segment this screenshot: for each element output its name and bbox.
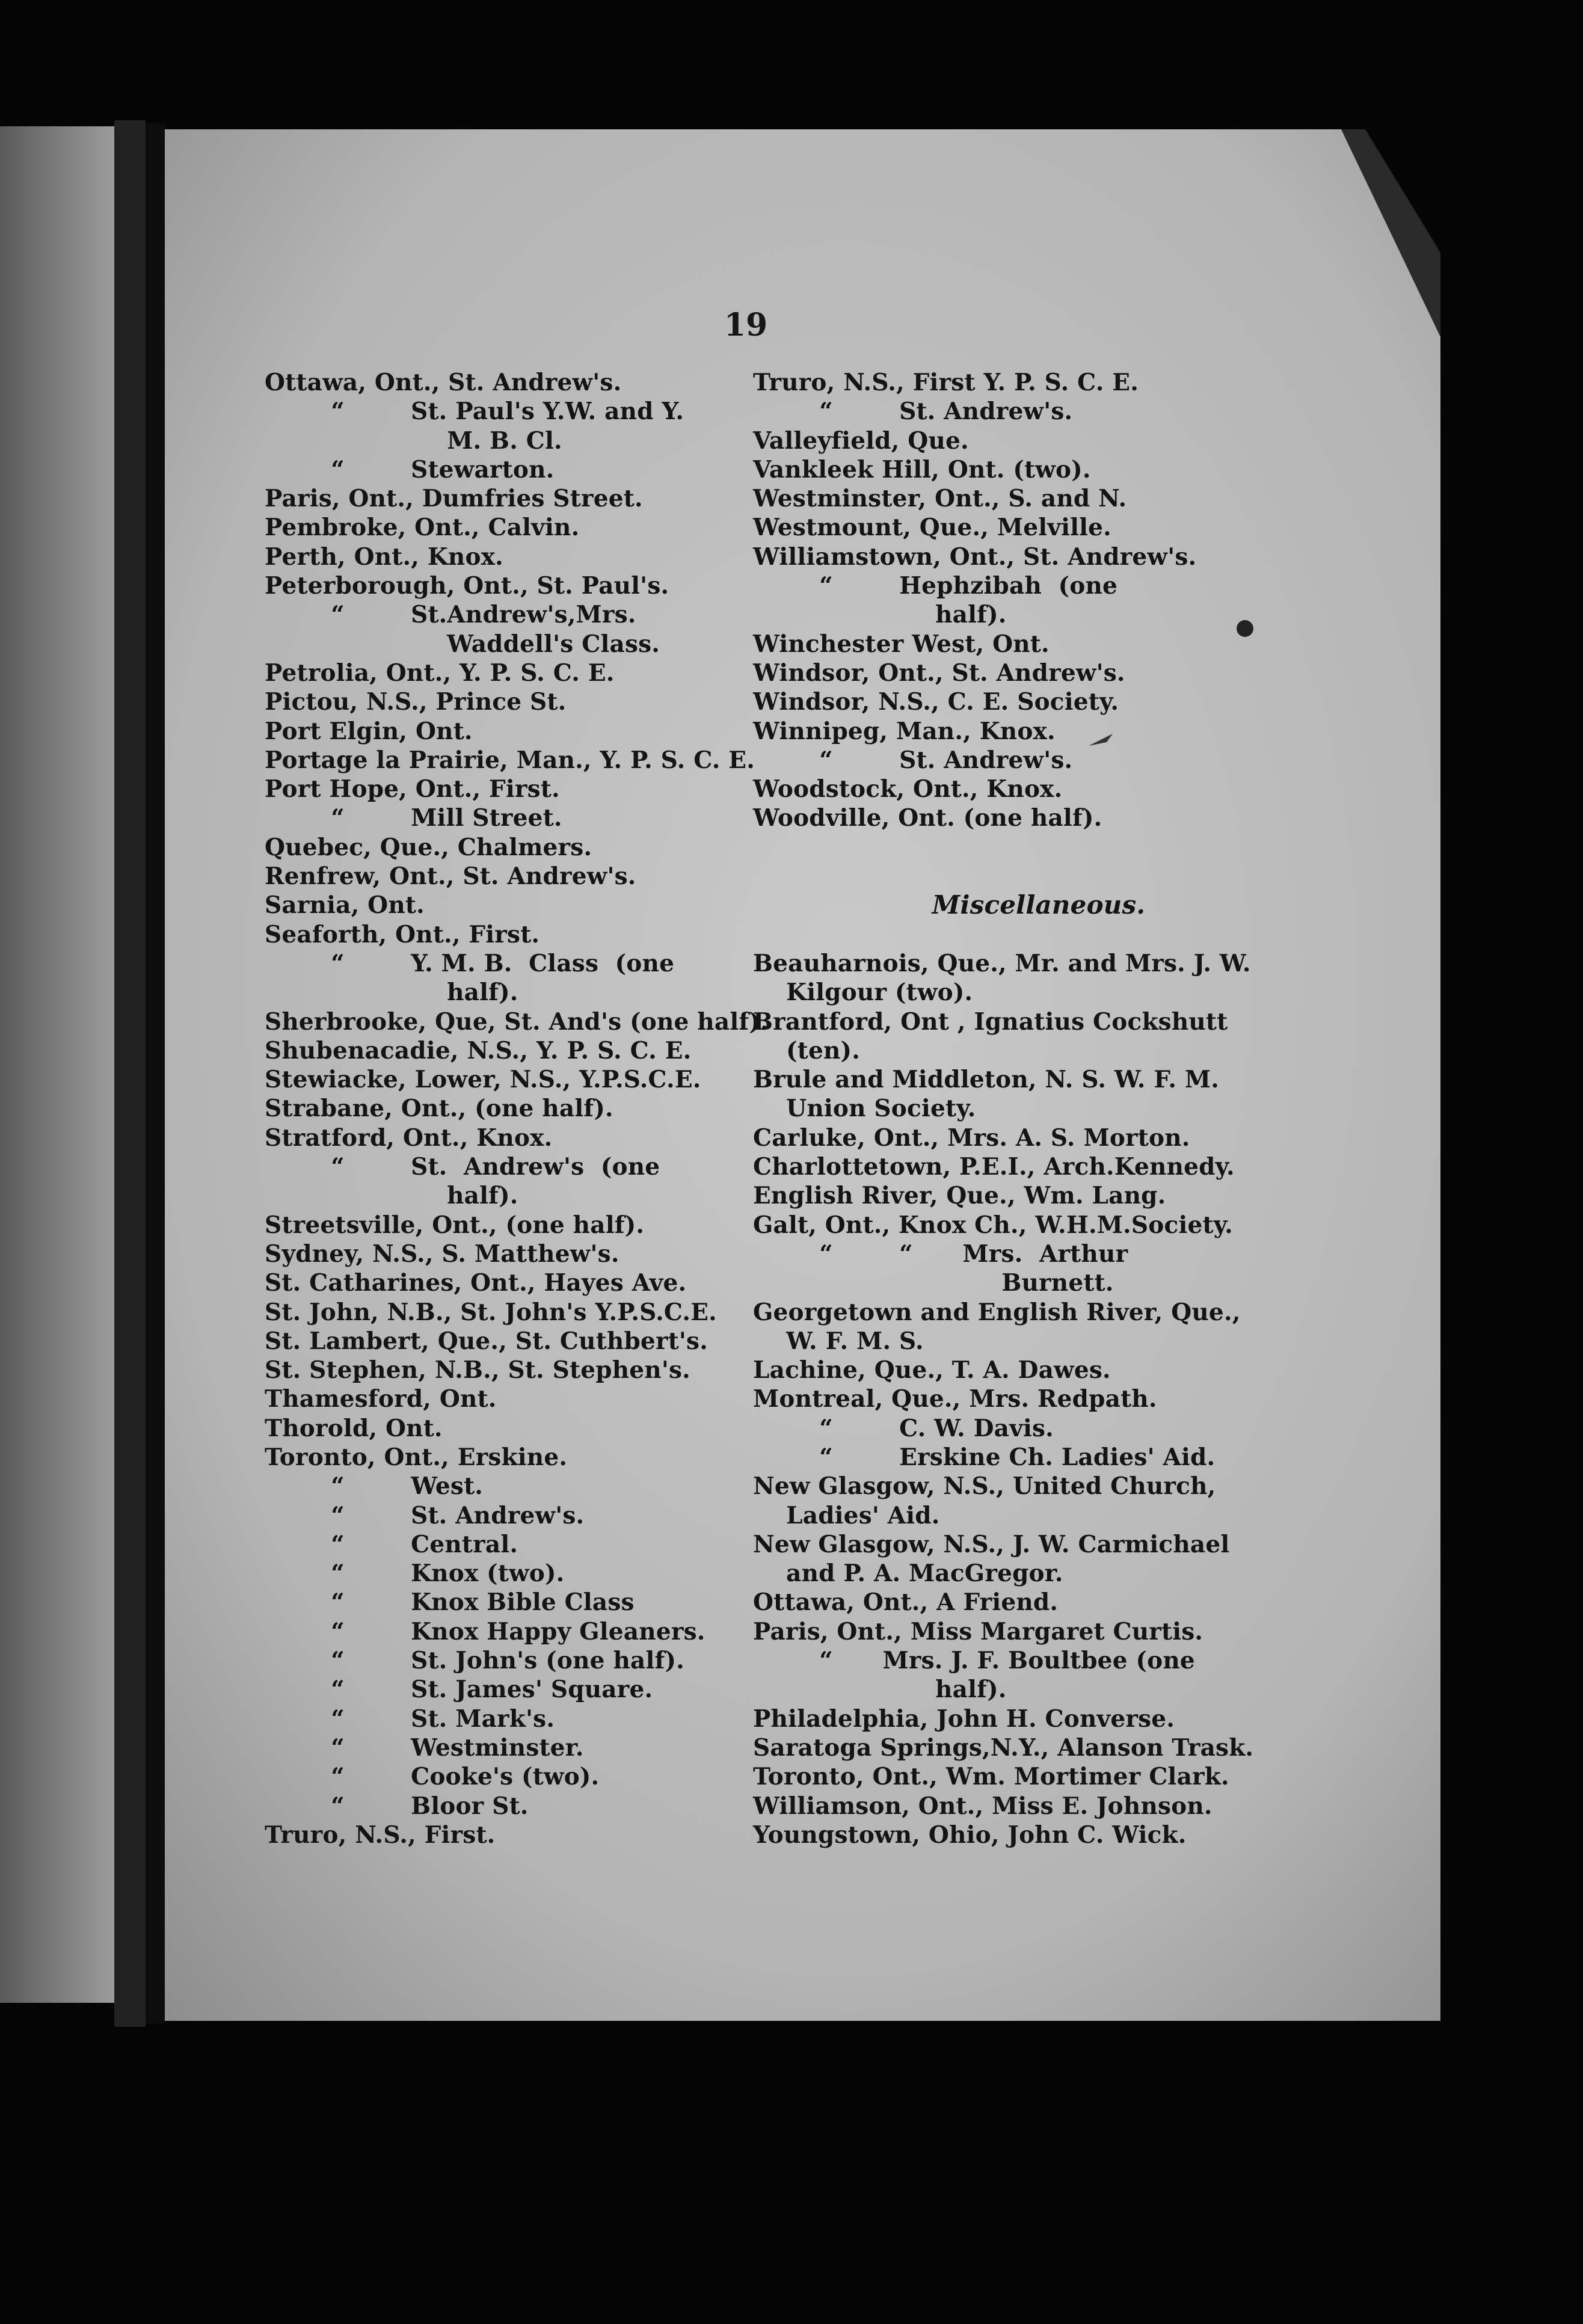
list-entry: Windsor, Ont., St. Andrew's. <box>753 659 1125 687</box>
list-entry: “ West. <box>265 1472 484 1501</box>
list-entry: Williamson, Ont., Miss E. Johnson. <box>753 1792 1213 1820</box>
list-entry: St. Lambert, Que., St. Cuthbert's. <box>265 1327 708 1355</box>
list-entry: Philadelphia, John H. Converse. <box>753 1705 1175 1733</box>
list-entry: (ten). <box>753 1036 860 1065</box>
list-entry: New Glasgow, N.S., United Church, <box>753 1472 1216 1501</box>
list-entry <box>753 833 1252 862</box>
list-entry: “ Erskine Ch. Ladies' Aid. <box>753 1443 1216 1471</box>
list-entry: Pembroke, Ont., Calvin. <box>265 514 580 542</box>
list-entry: Windsor, N.S., C. E. Society. <box>753 688 1119 716</box>
list-entry: “ Central. <box>265 1530 518 1558</box>
list-entry: and P. A. MacGregor. <box>753 1560 1063 1588</box>
list-entry: Portage la Prairie, Man., Y. P. S. C. E. <box>265 746 755 774</box>
list-entry: “ Stewarton. <box>265 455 555 484</box>
list-entry: half). <box>265 1182 518 1210</box>
list-entry: “ Hephzibah (one <box>753 572 1118 600</box>
list-entry: Lachine, Que., T. A. Dawes. <box>753 1356 1111 1385</box>
left-column <box>265 368 769 1849</box>
list-entry: Port Elgin, Ont. <box>265 717 473 745</box>
list-entry: “ Mrs. J. F. Boultbee (one <box>753 1647 1195 1675</box>
list-entry: “ St. James' Square. <box>265 1676 653 1704</box>
list-entry: Westmount, Que., Melville. <box>753 514 1111 542</box>
page-number: 19 <box>724 307 768 343</box>
list-entry: half). <box>265 979 518 1007</box>
list-entry: Stewiacke, Lower, N.S., Y.P.S.C.E. <box>265 1066 701 1094</box>
list-entry: Woodville, Ont. (one half). <box>753 804 1102 832</box>
list-entry: Thorold, Ont. <box>265 1414 443 1442</box>
list-entry: English River, Que., Wm. Lang. <box>753 1182 1166 1210</box>
list-entry: “ St. Andrew's. <box>753 746 1073 774</box>
list-entry: Sydney, N.S., S. Matthew's. <box>265 1240 619 1268</box>
list-entry: W. F. M. S. <box>753 1327 924 1355</box>
list-entry: Valleyfield, Que. <box>753 426 969 455</box>
list-entry: Toronto, Ont., Erskine. <box>265 1443 568 1471</box>
list-entry: Paris, Ont., Miss Margaret Curtis. <box>753 1617 1203 1646</box>
list-entry: “ St. Andrew's. <box>753 398 1073 426</box>
list-entry: St. Catharines, Ont., Hayes Ave. <box>265 1269 687 1297</box>
list-entry: Youngstown, Ohio, John C. Wick. <box>753 1821 1187 1849</box>
list-entry: “ St. Andrew's (one <box>265 1153 660 1181</box>
list-entry: Toronto, Ont., Wm. Mortimer Clark. <box>753 1763 1229 1791</box>
list-entry: Brule and Middleton, N. S. W. F. M. <box>753 1066 1220 1094</box>
list-entry: Kilgour (two). <box>753 979 973 1007</box>
list-entry: “ Westminster. <box>265 1733 584 1762</box>
list-entry: Streetsville, Ont., (one half). <box>265 1211 645 1239</box>
list-entry: half). <box>753 1676 1007 1704</box>
list-entry: Woodstock, Ont., Knox. <box>753 775 1063 804</box>
list-entry: New Glasgow, N.S., J. W. Carmichael <box>753 1530 1230 1558</box>
list-entry: Ottawa, Ont., St. Andrew's. <box>265 369 622 396</box>
list-entry: Truro, N.S., First Y. P. S. C. E. <box>753 369 1139 396</box>
list-entry: Petrolia, Ont., Y. P. S. C. E. <box>265 659 615 687</box>
list-entry: M. B. Cl. <box>265 426 562 455</box>
list-entry <box>753 920 1252 949</box>
list-entry: Quebec, Que., Chalmers. <box>265 833 592 861</box>
list-entry: “ Bloor St. <box>265 1792 529 1820</box>
list-entry: Port Hope, Ont., First. <box>265 775 560 804</box>
list-entry: Georgetown and English River, Que., <box>753 1298 1241 1326</box>
list-entry: “ “ Mrs. Arthur <box>753 1240 1128 1268</box>
list-entry: “ St. John's (one half). <box>265 1647 684 1675</box>
list-entry: Strabane, Ont., (one half). <box>265 1095 613 1123</box>
list-entry: Perth, Ont., Knox. <box>265 543 503 571</box>
list-entry: “ Cooke's (two). <box>265 1763 600 1791</box>
list-entry: “ St.Andrew's,Mrs. <box>265 601 636 629</box>
list-entry: Carluke, Ont., Mrs. A. S. Morton. <box>753 1124 1190 1152</box>
list-entry: Shubenacadie, N.S., Y. P. S. C. E. <box>265 1036 692 1065</box>
list-entry: Sherbrooke, Que, St. And's (one half). <box>265 1007 769 1036</box>
list-entry: Sarnia, Ont. <box>265 891 425 920</box>
list-entry: Paris, Ont., Dumfries Street. <box>265 485 643 513</box>
list-entry: Montreal, Que., Mrs. Redpath. <box>753 1385 1157 1413</box>
list-entry: “ St. Mark's. <box>265 1705 555 1733</box>
list-entry: Truro, N.S., First. <box>265 1821 496 1849</box>
list-entry: Stratford, Ont., Knox. <box>265 1124 553 1152</box>
list-entry: Renfrew, Ont., St. Andrew's. <box>265 862 636 891</box>
list-entry: Ladies' Aid. <box>753 1501 940 1529</box>
section-heading: Miscellaneous. <box>932 890 1146 920</box>
list-entry: “ C. W. Davis. <box>753 1414 1054 1442</box>
list-entry: half). <box>753 601 1007 629</box>
list-entry: Charlottetown, P.E.I., Arch.Kennedy. <box>753 1153 1235 1181</box>
list-entry: Peterborough, Ont., St. Paul's. <box>265 572 669 600</box>
list-entry: “ St. Andrew's. <box>265 1501 585 1529</box>
list-entry: Brantford, Ont , Ignatius Cockshutt <box>753 1007 1228 1036</box>
list-entry: “ Knox Bible Class <box>265 1588 635 1617</box>
list-entry: “ Y. M. B. Class (one <box>265 949 675 977</box>
list-entry: Seaforth, Ont., First. <box>265 920 540 948</box>
list-entry: Burnett. <box>753 1269 1114 1297</box>
list-entry: Ottawa, Ont., A Friend. <box>753 1588 1059 1617</box>
list-entry: Winnipeg, Man., Knox. <box>753 717 1056 745</box>
list-entry: Saratoga Springs,N.Y., Alanson Trask. <box>753 1733 1254 1762</box>
list-entry: Williamstown, Ont., St. Andrew's. <box>753 543 1197 571</box>
list-entry: Winchester West, Ont. <box>753 630 1050 658</box>
list-entry: Thamesford, Ont. <box>265 1385 497 1413</box>
list-entry: Beauharnois, Que., Mr. and Mrs. J. W. <box>753 949 1251 977</box>
list-entry: St. Stephen, N.B., St. Stephen's. <box>265 1356 690 1385</box>
list-entry: “ Knox Happy Gleaners. <box>265 1617 705 1646</box>
list-entry: Vankleek Hill, Ont. (two). <box>753 455 1091 484</box>
list-entry: “ Mill Street. <box>265 804 562 832</box>
right-column <box>753 368 1252 1849</box>
list-entry: Westminster, Ont., S. and N. <box>753 485 1127 513</box>
list-entry: Union Society. <box>753 1095 976 1123</box>
list-entry: Pictou, N.S., Prince St. <box>265 688 567 716</box>
list-entry: St. John, N.B., St. John's Y.P.S.C.E. <box>265 1298 717 1326</box>
list-entry: “ Knox (two). <box>265 1560 565 1588</box>
list-entry <box>753 862 1252 891</box>
list-entry: “ St. Paul's Y.W. and Y. <box>265 398 684 426</box>
list-entry: Waddell's Class. <box>265 630 660 658</box>
list-entry: Galt, Ont., Knox Ch., W.H.M.Society. <box>753 1211 1233 1239</box>
